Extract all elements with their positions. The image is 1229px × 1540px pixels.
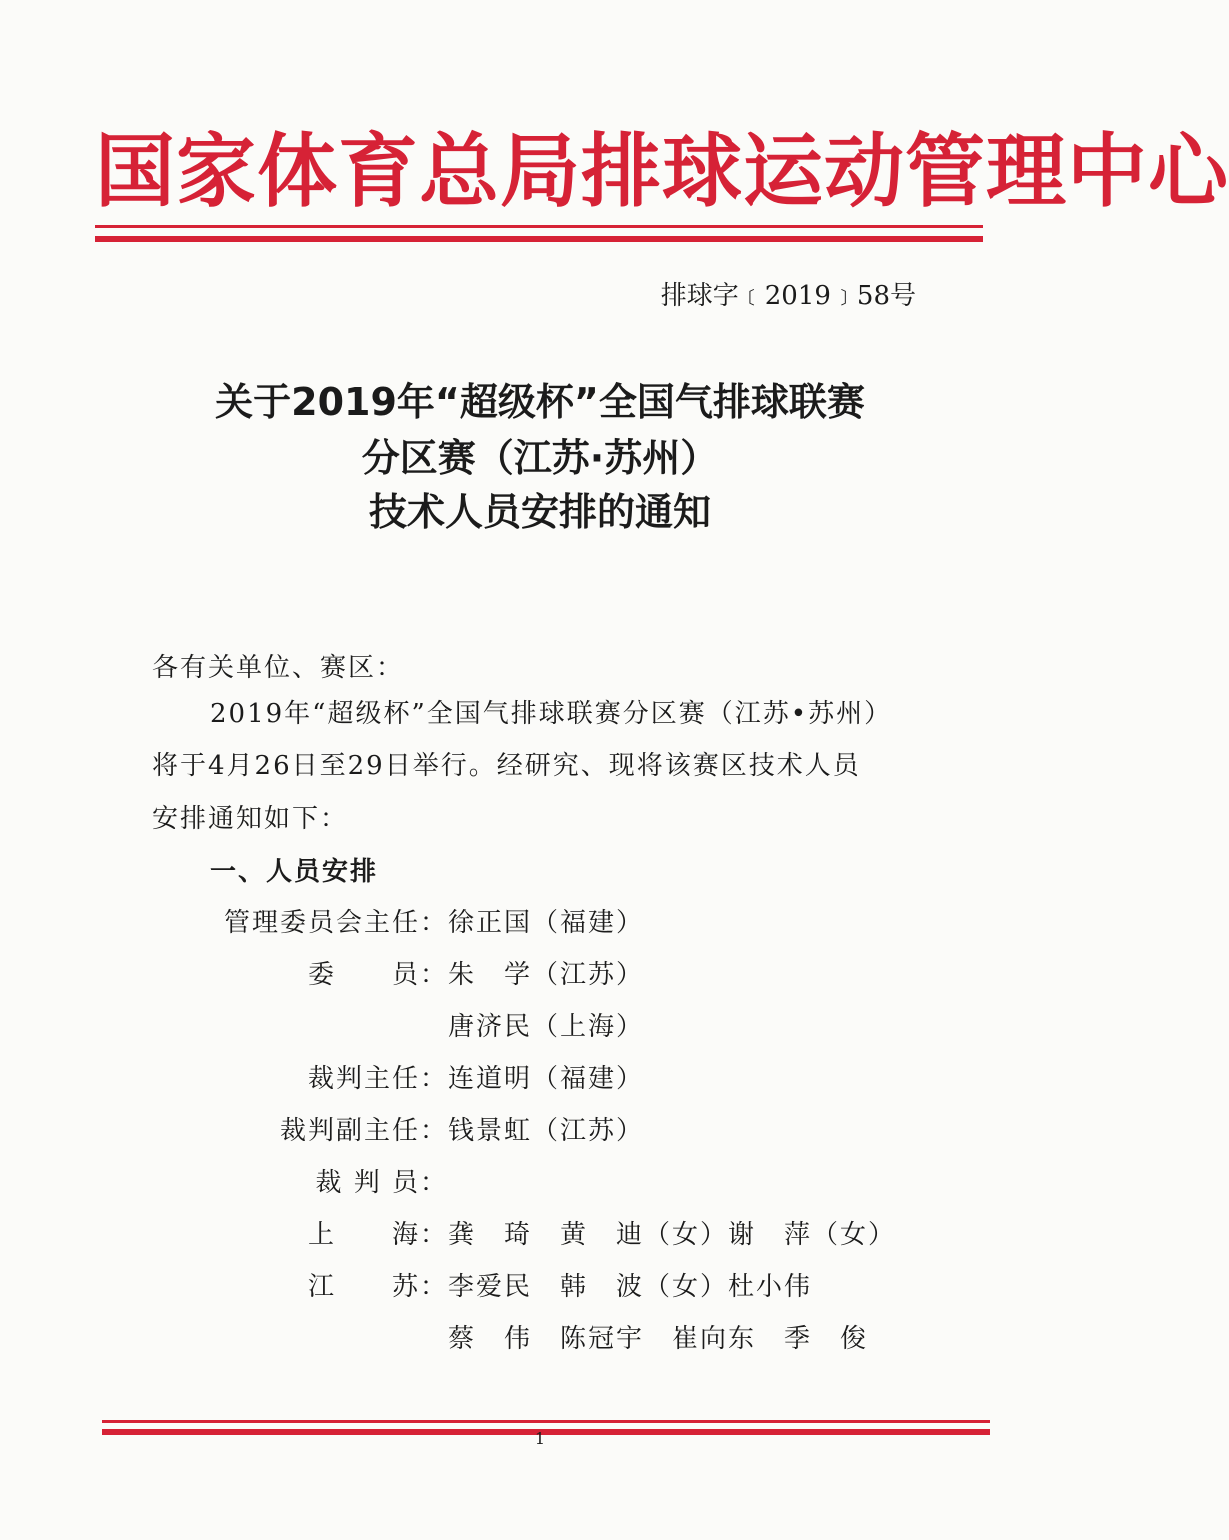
staff-role: 裁判副主任：	[279, 1116, 448, 1146]
staff-role: 裁 判 员：	[315, 1168, 448, 1198]
document-title-line-3: 技术人员安排的通知	[368, 490, 711, 534]
staff-role: 管理委员会主任：	[223, 908, 448, 938]
staff-names: 唐济民（上海）	[448, 1012, 645, 1042]
letterhead-title: 国家体育总局排球运动管理中心	[95, 125, 1229, 218]
staff-names: 钱景虹（江苏）	[448, 1116, 645, 1146]
letterhead-rule-thick	[95, 236, 983, 242]
paragraph-line-2: 将于4月26日至29日举行。经研究、现将该赛区技术人员	[152, 751, 861, 781]
document-title-line-1: 关于2019年“超级杯”全国气排球联赛	[215, 380, 865, 424]
document-title-line-2: 分区赛（江苏·苏州）	[361, 436, 719, 480]
section-heading: 一、人员安排	[210, 857, 379, 887]
staff-role: 裁判主任：	[307, 1064, 448, 1094]
staff-names: 李爱民 韩 波（女）杜小伟	[448, 1272, 813, 1302]
document-number: 排球字﹝2019﹞58号	[660, 281, 916, 311]
staff-role: 上 海：	[307, 1220, 448, 1250]
staff-names: 朱 学（江苏）	[448, 960, 645, 990]
staff-role: 委 员：	[307, 960, 448, 990]
paragraph-line-1: 2019年“超级杯”全国气排球联赛分区赛（江苏•苏州）	[210, 699, 893, 729]
staff-names: 连道明（福建）	[448, 1064, 645, 1094]
footer-rule-thin	[102, 1420, 990, 1423]
staff-names: 龚 琦 黄 迪（女）谢 萍（女）	[448, 1220, 897, 1250]
salutation: 各有关单位、赛区：	[152, 653, 405, 683]
staff-role: 江 苏：	[307, 1272, 448, 1302]
staff-names: 蔡 伟 陈冠宇 崔向东 季 俊	[448, 1324, 869, 1354]
letterhead-rule-thin	[95, 225, 983, 228]
staff-names: 徐正国（福建）	[448, 908, 645, 938]
paragraph-line-3: 安排通知如下：	[152, 804, 349, 834]
page-number: 1	[534, 1429, 546, 1448]
